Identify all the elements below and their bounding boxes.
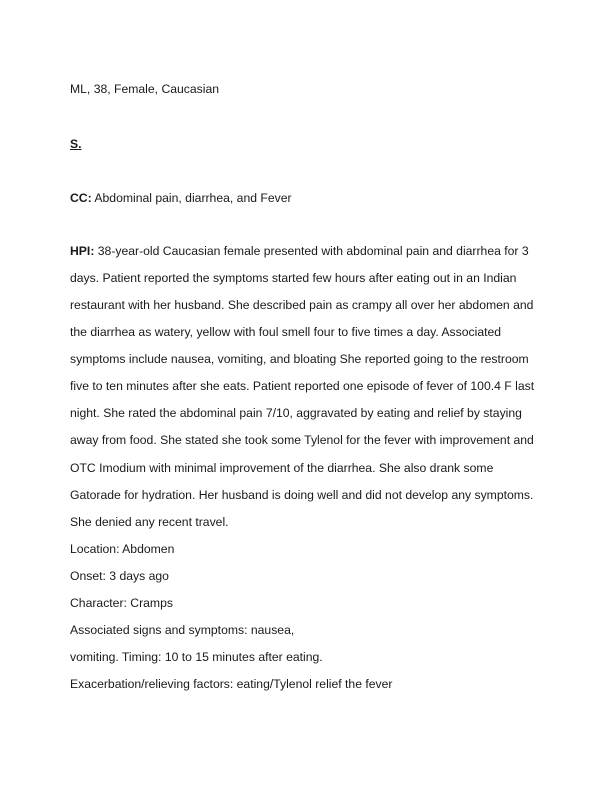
hpi-line: restaurant with her husband. She described pain as crampy all over her abdomen and [70,298,534,312]
hpi-line: night. She rated the abdominal pain 7/10, aggravated by eating and relief by staying [70,406,522,420]
hpi-line: She denied any recent travel. [70,515,229,529]
hpi-text: 38-year-old Caucasian female presented with abdominal pain and diarrhea for 3 [97,244,529,258]
hpi-line: the diarrhea as watery, yellow with foul smell four to five times a day. Associated [70,325,502,339]
detail-onset: Onset: 3 days ago [70,569,169,583]
hpi-line: five to ten minutes after she eats. Patient reported one episode of fever of 100.4 F last [70,379,535,393]
detail-associated-symptoms: Associated signs and symptoms: nausea, [70,623,295,637]
detail-character: Character: Cramps [70,596,173,610]
cc-label: CC: [70,191,92,205]
hpi-line: symptoms include nausea, vomiting, and bloating She reported going to the restroom [70,352,529,366]
chief-complaint [70,191,292,205]
detail-exacerbation: Exacerbation/relieving factors: eating/Tylenol relief the fever [70,677,393,691]
section-subjective-heading: S. [70,137,82,151]
hpi-line: days. Patient reported the symptoms started few hours after eating out in an Indian [70,271,517,285]
hpi-line [70,244,529,258]
hpi-line: away from food. She stated she took some Tylenol for the fever with improvement and [70,433,534,447]
cc-text: Abdominal pain, diarrhea, and Fever [94,191,292,205]
detail-timing: vomiting. Timing: 10 to 15 minutes after eating. [70,650,323,664]
patient-header: ML, 38, Female, Caucasian [70,82,220,96]
hpi-line: OTC Imodium with minimal improvement of the diarrhea. She also drank some [70,461,494,475]
detail-location: Location: Abdomen [70,542,175,556]
hpi-line: Gatorade for hydration. Her husband is doing well and did not develop any symptoms. [70,488,534,502]
hpi-label: HPI: [70,244,95,258]
